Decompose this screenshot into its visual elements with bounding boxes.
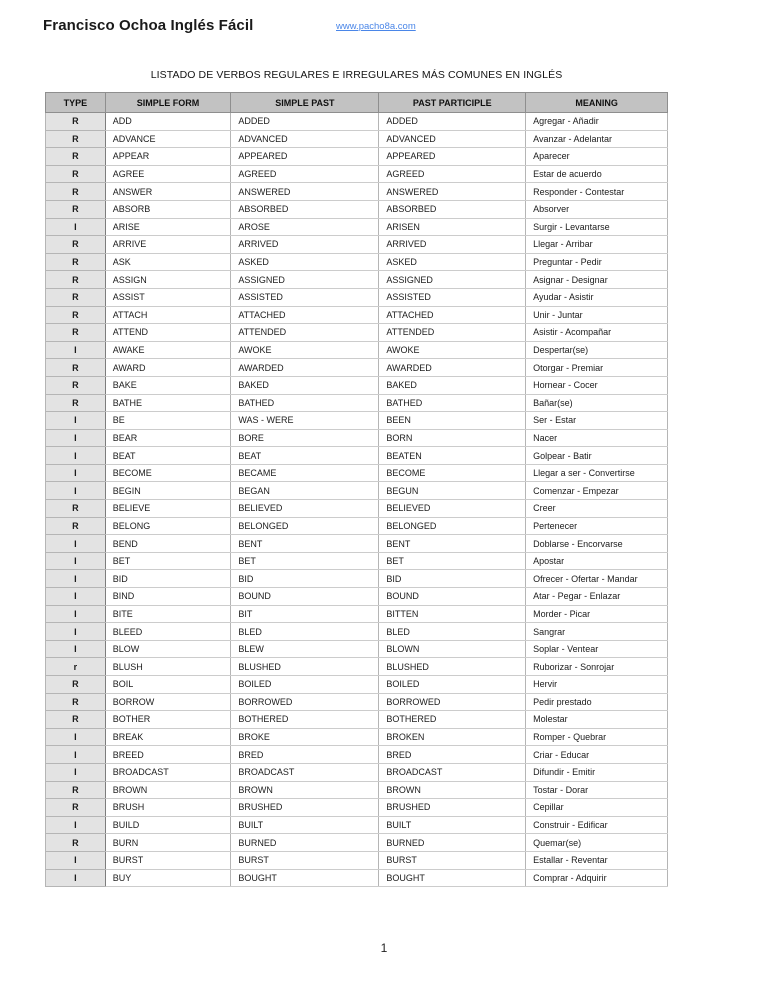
simple-form-cell: BLEED xyxy=(105,623,231,641)
type-cell: R xyxy=(46,236,106,254)
meaning-cell: Agregar - Añadir xyxy=(526,113,668,131)
simple-past-cell: BIT xyxy=(231,605,379,623)
type-cell: I xyxy=(46,851,106,869)
simple-form-cell: BEAR xyxy=(105,429,231,447)
simple-form-cell: BE xyxy=(105,412,231,430)
type-cell: R xyxy=(46,306,106,324)
past-participle-cell: ARRIVED xyxy=(379,236,526,254)
type-cell: R xyxy=(46,271,106,289)
simple-form-cell: BEND xyxy=(105,535,231,553)
meaning-cell: Ser - Estar xyxy=(526,412,668,430)
simple-form-cell: ARRIVE xyxy=(105,236,231,254)
type-cell: I xyxy=(46,218,106,236)
table-row xyxy=(46,763,668,781)
simple-past-cell: BENT xyxy=(231,535,379,553)
meaning-cell: Molestar xyxy=(526,711,668,729)
type-cell: R xyxy=(46,324,106,342)
meaning-cell: Asistir - Acompañar xyxy=(526,324,668,342)
table-row xyxy=(46,429,668,447)
table-row xyxy=(46,236,668,254)
table-row xyxy=(46,394,668,412)
table-row xyxy=(46,113,668,131)
simple-past-cell: BOILED xyxy=(231,676,379,694)
meaning-cell: Comenzar - Empezar xyxy=(526,482,668,500)
type-cell: R xyxy=(46,200,106,218)
type-cell: R xyxy=(46,693,106,711)
simple-form-cell: BELIEVE xyxy=(105,500,231,518)
past-participle-cell: BROADCAST xyxy=(379,763,526,781)
past-participle-cell: ANSWERED xyxy=(379,183,526,201)
type-cell: r xyxy=(46,658,106,676)
page-number: 1 xyxy=(380,941,388,955)
table-row xyxy=(46,869,668,887)
simple-past-cell: BROADCAST xyxy=(231,763,379,781)
simple-form-cell: ASK xyxy=(105,253,231,271)
meaning-cell: Soplar - Ventear xyxy=(526,640,668,658)
type-cell: I xyxy=(46,746,106,764)
type-cell: I xyxy=(46,535,106,553)
simple-form-cell: ADVANCE xyxy=(105,130,231,148)
type-cell: I xyxy=(46,623,106,641)
table-row xyxy=(46,218,668,236)
meaning-cell: Creer xyxy=(526,500,668,518)
table-row xyxy=(46,271,668,289)
table-row xyxy=(46,816,668,834)
type-cell: I xyxy=(46,447,106,465)
meaning-cell: Estar de acuerdo xyxy=(526,165,668,183)
simple-form-cell: BROWN xyxy=(105,781,231,799)
type-cell: R xyxy=(46,165,106,183)
past-participle-cell: AWOKE xyxy=(379,341,526,359)
type-cell: R xyxy=(46,253,106,271)
simple-past-cell: BURST xyxy=(231,851,379,869)
table-row xyxy=(46,535,668,553)
simple-past-cell: ADDED xyxy=(231,113,379,131)
past-participle-cell: ATTENDED xyxy=(379,324,526,342)
type-cell: R xyxy=(46,834,106,852)
past-participle-cell: ABSORBED xyxy=(379,200,526,218)
simple-past-cell: BLED xyxy=(231,623,379,641)
meaning-cell: Absorver xyxy=(526,200,668,218)
past-participle-cell: BOUGHT xyxy=(379,869,526,887)
past-participle-cell: BUILT xyxy=(379,816,526,834)
simple-form-cell: BEAT xyxy=(105,447,231,465)
simple-form-cell: BORROW xyxy=(105,693,231,711)
table-row xyxy=(46,341,668,359)
past-participle-cell: AWARDED xyxy=(379,359,526,377)
simple-past-cell: BOTHERED xyxy=(231,711,379,729)
type-cell: R xyxy=(46,288,106,306)
simple-form-cell: BAKE xyxy=(105,376,231,394)
simple-past-cell: BATHED xyxy=(231,394,379,412)
header-row xyxy=(46,93,668,113)
meaning-cell: Doblarse - Encorvarse xyxy=(526,535,668,553)
type-cell: R xyxy=(46,130,106,148)
table-row xyxy=(46,746,668,764)
past-participle-cell: AGREED xyxy=(379,165,526,183)
type-cell: I xyxy=(46,640,106,658)
simple-past-cell: BRED xyxy=(231,746,379,764)
past-participle-cell: BROKEN xyxy=(379,728,526,746)
simple-form-cell: ANSWER xyxy=(105,183,231,201)
simple-form-cell: BREAK xyxy=(105,728,231,746)
simple-past-cell: ATTENDED xyxy=(231,324,379,342)
past-participle-cell: BRUSHED xyxy=(379,799,526,817)
meaning-cell: Tostar - Dorar xyxy=(526,781,668,799)
simple-past-cell: WAS - WERE xyxy=(231,412,379,430)
type-cell: R xyxy=(46,359,106,377)
past-participle-cell: BORN xyxy=(379,429,526,447)
meaning-cell: Estallar - Reventar xyxy=(526,851,668,869)
simple-past-cell: BAKED xyxy=(231,376,379,394)
meaning-cell: Hervir xyxy=(526,676,668,694)
table-row xyxy=(46,253,668,271)
meaning-cell: Difundir - Emitir xyxy=(526,763,668,781)
past-participle-cell: BLOWN xyxy=(379,640,526,658)
meaning-cell: Otorgar - Premiar xyxy=(526,359,668,377)
simple-past-cell: ASSISTED xyxy=(231,288,379,306)
type-cell: I xyxy=(46,570,106,588)
simple-form-cell: AWAKE xyxy=(105,341,231,359)
type-cell: I xyxy=(46,728,106,746)
type-cell: R xyxy=(46,376,106,394)
meaning-cell: Romper - Quebrar xyxy=(526,728,668,746)
type-cell: I xyxy=(46,482,106,500)
table-row xyxy=(46,781,668,799)
meaning-cell: Ayudar - Asistir xyxy=(526,288,668,306)
simple-form-cell: BLUSH xyxy=(105,658,231,676)
meaning-cell: Sangrar xyxy=(526,623,668,641)
simple-past-cell: ADVANCED xyxy=(231,130,379,148)
past-participle-cell: BOILED xyxy=(379,676,526,694)
simple-past-cell: AWARDED xyxy=(231,359,379,377)
simple-form-cell: ASSIGN xyxy=(105,271,231,289)
type-cell: I xyxy=(46,816,106,834)
table-row xyxy=(46,288,668,306)
column-header-simple-past: SIMPLE PAST xyxy=(231,93,379,113)
simple-form-cell: APPEAR xyxy=(105,148,231,166)
simple-form-cell: ABSORB xyxy=(105,200,231,218)
table-row xyxy=(46,711,668,729)
simple-past-cell: BECAME xyxy=(231,464,379,482)
type-cell: R xyxy=(46,500,106,518)
simple-past-cell: BROKE xyxy=(231,728,379,746)
type-cell: I xyxy=(46,464,106,482)
past-participle-cell: BELIEVED xyxy=(379,500,526,518)
table-row xyxy=(46,640,668,658)
past-participle-cell: BOUND xyxy=(379,588,526,606)
type-cell: R xyxy=(46,781,106,799)
table-row xyxy=(46,570,668,588)
meaning-cell: Criar - Educar xyxy=(526,746,668,764)
meaning-cell: Ofrecer - Ofertar - Mandar xyxy=(526,570,668,588)
type-cell: I xyxy=(46,869,106,887)
type-cell: I xyxy=(46,412,106,430)
type-cell: R xyxy=(46,183,106,201)
table-row xyxy=(46,552,668,570)
past-participle-cell: BLED xyxy=(379,623,526,641)
table-row xyxy=(46,165,668,183)
past-participle-cell: BURNED xyxy=(379,834,526,852)
meaning-cell: Ruborizar - Sonrojar xyxy=(526,658,668,676)
simple-form-cell: BIND xyxy=(105,588,231,606)
simple-past-cell: BROWN xyxy=(231,781,379,799)
simple-past-cell: BRUSHED xyxy=(231,799,379,817)
past-participle-cell: BOTHERED xyxy=(379,711,526,729)
simple-form-cell: BATHE xyxy=(105,394,231,412)
meaning-cell: Llegar a ser - Convertirse xyxy=(526,464,668,482)
meaning-cell: Cepillar xyxy=(526,799,668,817)
simple-past-cell: BET xyxy=(231,552,379,570)
type-cell: R xyxy=(46,676,106,694)
simple-form-cell: ARISE xyxy=(105,218,231,236)
past-participle-cell: ADDED xyxy=(379,113,526,131)
simple-past-cell: ATTACHED xyxy=(231,306,379,324)
meaning-cell: Apostar xyxy=(526,552,668,570)
table-row xyxy=(46,500,668,518)
type-cell: I xyxy=(46,429,106,447)
meaning-cell: Unir - Juntar xyxy=(526,306,668,324)
simple-form-cell: BURN xyxy=(105,834,231,852)
verbs-table-header xyxy=(46,93,668,113)
table-row xyxy=(46,376,668,394)
past-participle-cell: APPEARED xyxy=(379,148,526,166)
past-participle-cell: BET xyxy=(379,552,526,570)
meaning-cell: Aparecer xyxy=(526,148,668,166)
meaning-cell: Construir - Edificar xyxy=(526,816,668,834)
simple-past-cell: BEGAN xyxy=(231,482,379,500)
table-row xyxy=(46,676,668,694)
past-participle-cell: BID xyxy=(379,570,526,588)
type-cell: I xyxy=(46,588,106,606)
column-header-past-participle: PAST PARTICIPLE xyxy=(379,93,526,113)
meaning-cell: Quemar(se) xyxy=(526,834,668,852)
table-row xyxy=(46,658,668,676)
table-row xyxy=(46,447,668,465)
simple-past-cell: BLEW xyxy=(231,640,379,658)
past-participle-cell: BEEN xyxy=(379,412,526,430)
simple-past-cell: BURNED xyxy=(231,834,379,852)
simple-form-cell: BUY xyxy=(105,869,231,887)
simple-form-cell: BROADCAST xyxy=(105,763,231,781)
past-participle-cell: ARISEN xyxy=(379,218,526,236)
simple-past-cell: BEAT xyxy=(231,447,379,465)
simple-past-cell: BOUGHT xyxy=(231,869,379,887)
simple-form-cell: ADD xyxy=(105,113,231,131)
simple-form-cell: ASSIST xyxy=(105,288,231,306)
author-title: Francisco Ochoa Inglés Fácil xyxy=(43,17,254,34)
table-row xyxy=(46,464,668,482)
simple-past-cell: BID xyxy=(231,570,379,588)
past-participle-cell: ASSIGNED xyxy=(379,271,526,289)
table-row xyxy=(46,148,668,166)
simple-past-cell: BORE xyxy=(231,429,379,447)
past-participle-cell: BAKED xyxy=(379,376,526,394)
simple-form-cell: BID xyxy=(105,570,231,588)
type-cell: I xyxy=(46,763,106,781)
simple-past-cell: APPEARED xyxy=(231,148,379,166)
type-cell: I xyxy=(46,605,106,623)
past-participle-cell: BROWN xyxy=(379,781,526,799)
table-row xyxy=(46,306,668,324)
verbs-table xyxy=(45,92,668,887)
table-row xyxy=(46,623,668,641)
table-row xyxy=(46,324,668,342)
simple-past-cell: AWOKE xyxy=(231,341,379,359)
meaning-cell: Bañar(se) xyxy=(526,394,668,412)
simple-form-cell: AGREE xyxy=(105,165,231,183)
past-participle-cell: ADVANCED xyxy=(379,130,526,148)
past-participle-cell: BECOME xyxy=(379,464,526,482)
meaning-cell: Golpear - Batir xyxy=(526,447,668,465)
meaning-cell: Avanzar - Adelantar xyxy=(526,130,668,148)
table-row xyxy=(46,482,668,500)
column-header-simple-form: SIMPLE FORM xyxy=(105,93,231,113)
simple-form-cell: BITE xyxy=(105,605,231,623)
simple-form-cell: ATTEND xyxy=(105,324,231,342)
past-participle-cell: BATHED xyxy=(379,394,526,412)
simple-form-cell: BRUSH xyxy=(105,799,231,817)
past-participle-cell: BEATEN xyxy=(379,447,526,465)
meaning-cell: Pertenecer xyxy=(526,517,668,535)
simple-form-cell: BELONG xyxy=(105,517,231,535)
simple-past-cell: BLUSHED xyxy=(231,658,379,676)
type-cell: R xyxy=(46,148,106,166)
website-link[interactable]: www.pacho8a.com xyxy=(336,21,416,32)
simple-past-cell: AROSE xyxy=(231,218,379,236)
meaning-cell: Llegar - Arribar xyxy=(526,236,668,254)
past-participle-cell: ASKED xyxy=(379,253,526,271)
table-row xyxy=(46,412,668,430)
meaning-cell: Comprar - Adquirir xyxy=(526,869,668,887)
simple-past-cell: ABSORBED xyxy=(231,200,379,218)
meaning-cell: Asignar - Designar xyxy=(526,271,668,289)
meaning-cell: Responder - Contestar xyxy=(526,183,668,201)
table-row xyxy=(46,728,668,746)
type-cell: I xyxy=(46,552,106,570)
meaning-cell: Pedir prestado xyxy=(526,693,668,711)
meaning-cell: Hornear - Cocer xyxy=(526,376,668,394)
table-row xyxy=(46,200,668,218)
meaning-cell: Atar - Pegar - Enlazar xyxy=(526,588,668,606)
simple-past-cell: AGREED xyxy=(231,165,379,183)
table-row xyxy=(46,851,668,869)
past-participle-cell: BELONGED xyxy=(379,517,526,535)
simple-past-cell: ASSIGNED xyxy=(231,271,379,289)
type-cell: R xyxy=(46,517,106,535)
simple-form-cell: BEGIN xyxy=(105,482,231,500)
type-cell: R xyxy=(46,394,106,412)
meaning-cell: Surgir - Levantarse xyxy=(526,218,668,236)
simple-form-cell: BREED xyxy=(105,746,231,764)
past-participle-cell: ATTACHED xyxy=(379,306,526,324)
table-row xyxy=(46,359,668,377)
meaning-cell: Despertar(se) xyxy=(526,341,668,359)
simple-form-cell: BUILD xyxy=(105,816,231,834)
column-header-type: TYPE xyxy=(46,93,106,113)
past-participle-cell: BEGUN xyxy=(379,482,526,500)
type-cell: I xyxy=(46,341,106,359)
column-header-meaning: MEANING xyxy=(526,93,668,113)
simple-past-cell: BORROWED xyxy=(231,693,379,711)
simple-form-cell: BECOME xyxy=(105,464,231,482)
past-participle-cell: BORROWED xyxy=(379,693,526,711)
page-title: LISTADO DE VERBOS REGULARES E IRREGULARES MÁS COMUNES EN INGLÉS xyxy=(150,69,563,81)
simple-past-cell: BUILT xyxy=(231,816,379,834)
simple-form-cell: ATTACH xyxy=(105,306,231,324)
verbs-table-body xyxy=(46,113,668,887)
type-cell: R xyxy=(46,113,106,131)
type-cell: R xyxy=(46,799,106,817)
meaning-cell: Morder - Picar xyxy=(526,605,668,623)
past-participle-cell: BURST xyxy=(379,851,526,869)
simple-past-cell: BOUND xyxy=(231,588,379,606)
table-row xyxy=(46,183,668,201)
table-row xyxy=(46,799,668,817)
simple-past-cell: BELONGED xyxy=(231,517,379,535)
past-participle-cell: BRED xyxy=(379,746,526,764)
past-participle-cell: BLUSHED xyxy=(379,658,526,676)
table-row xyxy=(46,588,668,606)
simple-form-cell: BOTHER xyxy=(105,711,231,729)
meaning-cell: Preguntar - Pedir xyxy=(526,253,668,271)
simple-form-cell: BLOW xyxy=(105,640,231,658)
simple-form-cell: BET xyxy=(105,552,231,570)
simple-past-cell: BELIEVED xyxy=(231,500,379,518)
simple-past-cell: ANSWERED xyxy=(231,183,379,201)
table-row xyxy=(46,517,668,535)
simple-form-cell: AWARD xyxy=(105,359,231,377)
past-participle-cell: ASSISTED xyxy=(379,288,526,306)
past-participle-cell: BENT xyxy=(379,535,526,553)
simple-form-cell: BURST xyxy=(105,851,231,869)
type-cell: R xyxy=(46,711,106,729)
table-row xyxy=(46,834,668,852)
simple-past-cell: ARRIVED xyxy=(231,236,379,254)
table-row xyxy=(46,130,668,148)
meaning-cell: Nacer xyxy=(526,429,668,447)
simple-past-cell: ASKED xyxy=(231,253,379,271)
past-participle-cell: BITTEN xyxy=(379,605,526,623)
table-row xyxy=(46,605,668,623)
table-row xyxy=(46,693,668,711)
simple-form-cell: BOIL xyxy=(105,676,231,694)
